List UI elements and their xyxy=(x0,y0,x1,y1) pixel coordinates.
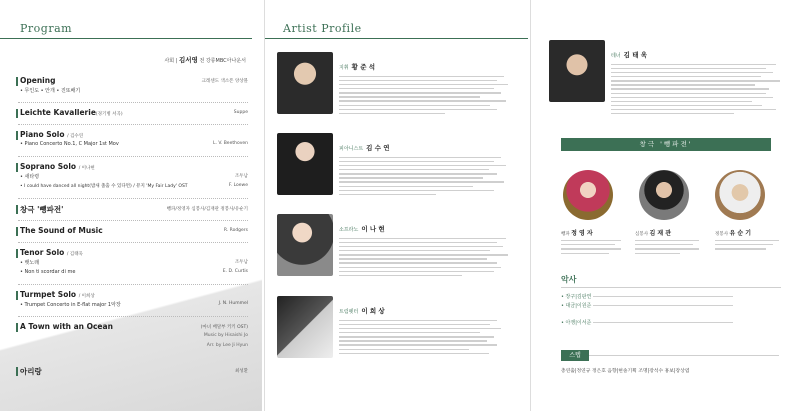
artist-photo xyxy=(277,52,333,114)
artist-tenor: 테너 김 태 욱 xyxy=(549,40,789,108)
member-photo xyxy=(563,170,613,220)
program-item-soprano: Soprano Solo / 이나현 • 새타령 조두남 • I could have danced all night(밤새 춤출 수 있다면) / 뮤지 'My Fair Lady' OST F. Loewe xyxy=(20,162,248,191)
member-caption: 심봉사 김 재 관 xyxy=(635,230,672,237)
aksa-list: • 장구|김판연 • 대금|이원준 • 아쟁|이서준 xyxy=(561,293,781,328)
divider xyxy=(18,198,248,199)
artist-pianist: 피아니스트 김 수 연 xyxy=(277,133,517,201)
staff-underline xyxy=(589,355,779,356)
program-item-opening: Opening 크레센도 색소폰 앙상블 • 무인도 • 안개 • 진또배기 xyxy=(20,76,248,95)
member-photo xyxy=(715,170,765,220)
program-item-piano: Piano Solo / 김수연 • Piano Concerto No.1, C Major 1st Mov L. V. Beethoven xyxy=(20,130,248,149)
artist-soprano: 소프라노 이 나 현 xyxy=(277,214,517,282)
program-title: Program xyxy=(20,22,73,35)
artist-bio xyxy=(611,64,787,114)
artist-photo xyxy=(277,133,333,195)
aksa-underline xyxy=(561,287,781,288)
program-item-leichte: Leichte Kavallerie(경기병 서곡) Suppe xyxy=(20,108,248,117)
artist-bio xyxy=(339,157,515,195)
artist-profile-title: Artist Profile xyxy=(283,22,362,35)
artist-photo xyxy=(277,214,333,276)
aksa-title: 악사 xyxy=(561,275,577,284)
right-panel xyxy=(530,0,800,411)
artist-bio xyxy=(339,76,515,114)
divider xyxy=(18,124,248,125)
artist-photo xyxy=(549,40,605,102)
artist-bio xyxy=(339,238,515,276)
divider xyxy=(18,102,248,103)
divider xyxy=(18,284,248,285)
artist-trumpeter: 트럼펫터 이 희 상 xyxy=(277,296,517,364)
profile-title-underline xyxy=(265,38,528,39)
divider xyxy=(18,220,248,221)
staff-title: 스텝 xyxy=(561,350,589,361)
program-panel xyxy=(0,0,262,411)
member-caption: 정봉사 유 순 기 xyxy=(715,230,752,237)
program-title-underline xyxy=(0,38,252,39)
program-item-town: A Town with an Ocean (마녀 배달부 키키 OST) Music by Hisaishi Jo Arr. by Lee Ji Hyun xyxy=(20,322,248,351)
changgeuk-heading: 창극 '뺑파전' xyxy=(561,138,771,151)
divider xyxy=(18,316,248,317)
host-credit: 사회 | 김서영 전 강릉MBC아나운서 xyxy=(164,56,246,64)
artist-profile-panel xyxy=(264,0,528,411)
artist-bio xyxy=(339,320,515,354)
program-item-sound-of-music: The Sound of Music R. Rodgers xyxy=(20,226,248,235)
artist-conductor: 지휘 황 준 석 xyxy=(277,52,517,120)
divider xyxy=(18,242,248,243)
divider xyxy=(18,156,248,157)
artist-photo xyxy=(277,296,333,358)
program-item-changgeuk: 창극 '뺑파전' 뺑파/정영자 심봉사/김재관 정봉사/유순기 xyxy=(20,204,248,215)
program-item-arirang: 아리랑 최성환 xyxy=(20,366,248,377)
program-item-tenor: Tenor Solo / 김태욱 • 뱃노래 조두남 • Non ti scordar di me E. D. Curtis xyxy=(20,248,248,277)
staff-credits: 총연출|정연규 정은호 음향|현솔기획 조명|장석수 홍보|장상엽 xyxy=(561,369,690,374)
program-item-trumpet: Turmpet Solo / 이희상 • Trumpet Concerto in E-flat major 1악장 J. N. Hummel xyxy=(20,290,248,309)
member-photo xyxy=(639,170,689,220)
member-caption: 뺑파 정 영 자 xyxy=(561,230,593,237)
